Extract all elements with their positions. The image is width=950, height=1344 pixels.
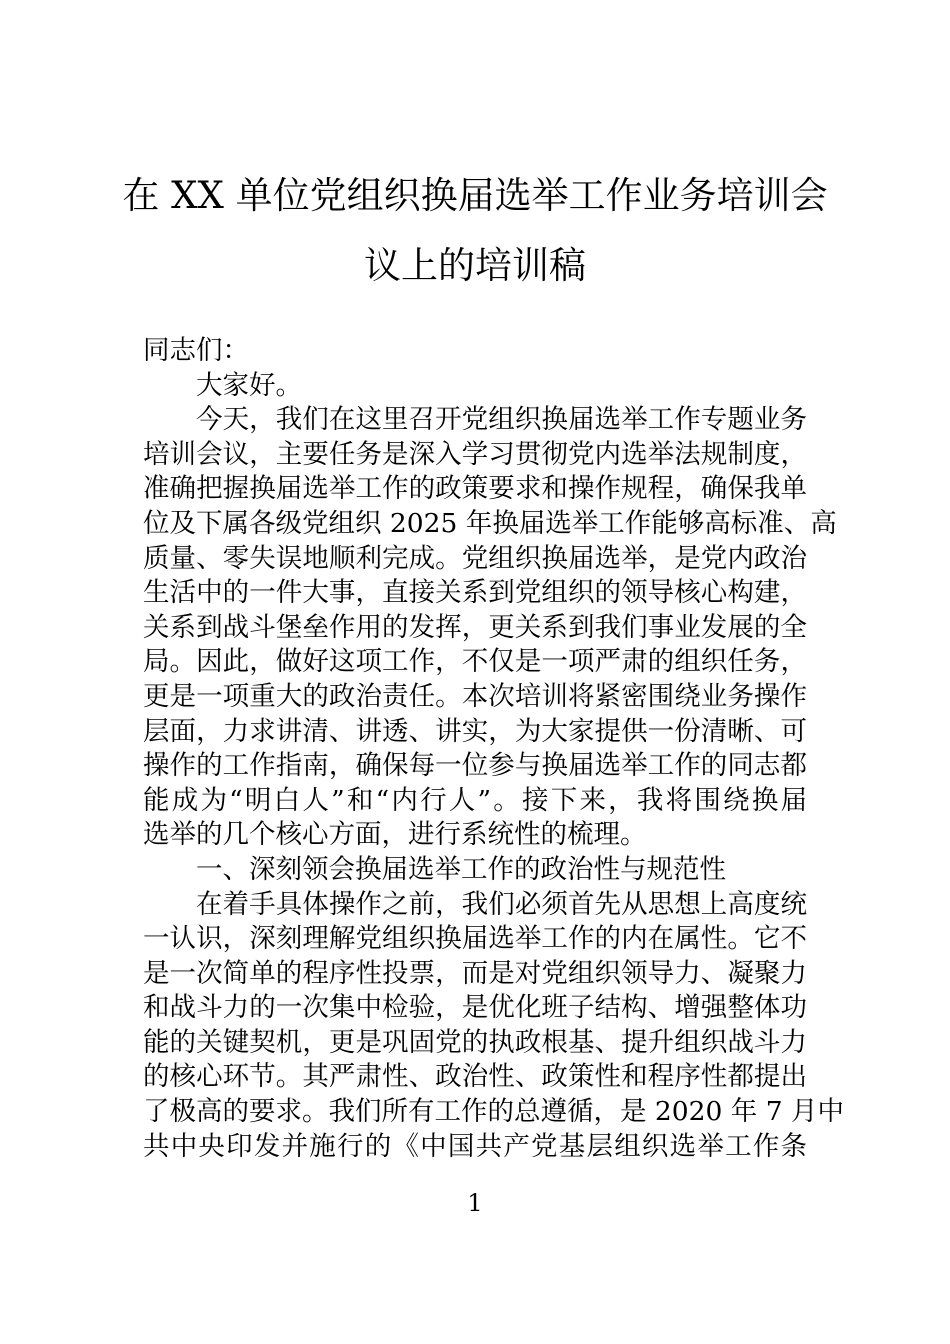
paragraph-line: 生活中的一件大事，直接关系到党组织的领导核心构建， [143,577,807,609]
paragraph-line: 准确把握换届选举工作的政策要求和操作规程，确保我单 [143,473,807,505]
paragraph-line: 质量、零失误地顺利完成。党组织换届选举，是党内政治 [143,542,807,574]
section-heading: 一、深刻领会换届选举工作的政治性与规范性 [196,853,726,885]
document-title-line-2: 议上的培训稿 [364,244,586,287]
paragraph-line: 和战斗力的一次集中检验，是优化班子结构、增强整体功 [143,992,807,1024]
paragraph-line: 操作的工作指南，确保每一位参与换届选举工作的同志都 [143,750,807,782]
paragraph-line: 是一次简单的程序性投票，而是对党组织领导力、凝聚力 [143,957,807,989]
paragraph-line: 今天，我们在这里召开党组织换届选举工作专题业务 [196,404,807,436]
paragraph-line: 更是一项重大的政治责任。本次培训将紧密围绕业务操作 [143,680,807,712]
paragraph-line: 了极高的要求。我们所有工作的总遵循，是 2020 年 7 月中 [143,1096,844,1128]
paragraph-line: 的核心环节。其严肃性、政治性、政策性和程序性都提出 [143,1061,807,1093]
paragraph-line: 局。因此，做好这项工作，不仅是一项严肃的组织任务， [143,646,807,678]
paragraph-line: 一认识，深刻理解党组织换届选举工作的内在属性。它不 [143,923,807,955]
paragraph-line: 共中央印发并施行的《中国共产党基层组织选举工作条 [143,1130,807,1162]
document-title-line-1: 在 XX 单位党组织换届选举工作业务培训会 [122,174,828,217]
paragraph-line: 关系到战斗堡垒作用的发挥，更关系到我们事业发展的全 [143,611,807,643]
paragraph-line: 在着手具体操作之前，我们必须首先从思想上高度统 [196,888,807,920]
page-number: 1 [467,1189,483,1217]
paragraph-line: 培训会议，主要任务是深入学习贯彻党内选举法规制度， [143,438,807,470]
paragraph-line: 层面，力求讲清、讲透、讲实，为大家提供一份清晰、可 [143,715,807,747]
salutation: 同志们： [143,335,249,366]
greeting-line: 大家好。 [196,369,302,401]
paragraph-line: 能的关键契机，更是巩固党的执政根基、提升组织战斗力 [143,1026,807,1058]
paragraph-line: 能成为“明白人”和“内行人”。接下来，我将围绕换届 [143,784,807,816]
document-body [143,334,844,1164]
paragraph-line: 位及下属各级党组织 2025 年换届选举工作能够高标准、高 [143,507,837,539]
paragraph-line: 选举的几个核心方面，进行系统性的梳理。 [143,819,647,851]
